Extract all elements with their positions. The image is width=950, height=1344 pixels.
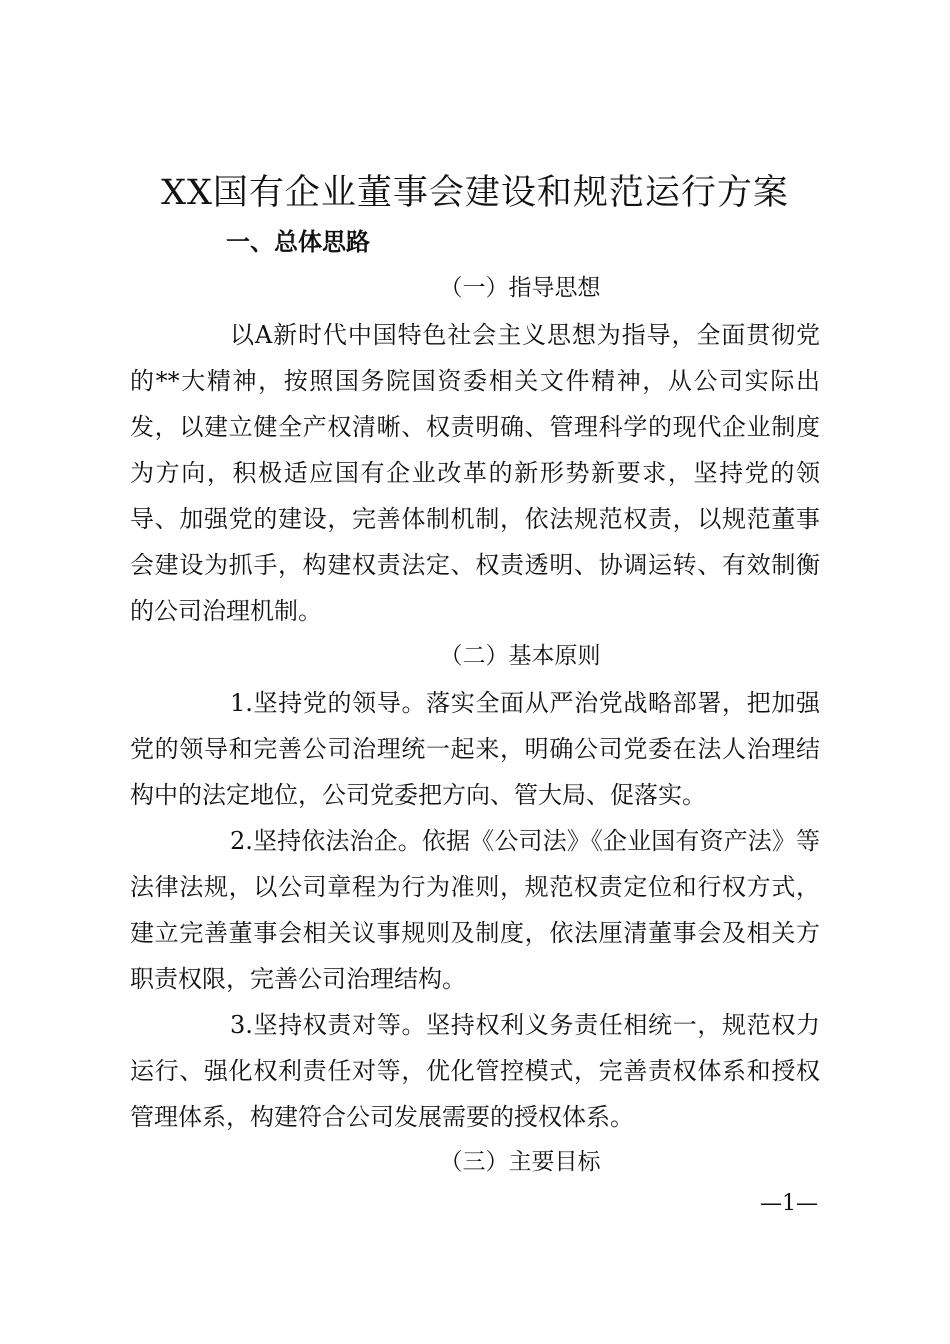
paragraph-guiding-ideology: 以A新时代中国特色社会主义思想为指导，全面贯彻党的**大精神，按照国务院国资委相关文件精神，从公司实际出发，以建立健全产权清晰、权责明确、管理科学的现代企业制度为方向，积极适应国有企业改革的新形势新要求，坚持党的领导、加强党的建设，完善体制机制，依法规范权责，以规范董事会建设为抓手，构建权责法定、权责透明、协调运转、有效制衡的公司治理机制。: [130, 321, 820, 625]
document-title: XX国有企业董事会建设和规范运行方案: [161, 173, 789, 213]
subsection-heading-basic-principles: （二）基本原则: [439, 643, 601, 669]
section-heading-overall-approach: 一、总体思路: [226, 228, 370, 256]
subsection-heading-main-goals: （三）主要目标: [439, 1149, 601, 1175]
page-number: —1—: [760, 1191, 818, 1216]
paragraph-principle-2: 2.坚持依法治企。依据《公司法》《企业国有资产法》等法律法规，以公司章程为行为准则，规范权责定位和行权方式，建立完善董事会相关议事规则及制度，依法厘清董事会及相关方职责权限，完善公司治理结构。: [130, 827, 820, 993]
subsection-heading-guiding-ideology: （一）指导思想: [439, 275, 601, 301]
paragraph-principle-1: 1.坚持党的领导。落实全面从严治党战略部署，把加强党的领导和完善公司治理统一起来，明确公司党委在法人治理结构中的法定地位，公司党委把方向、管大局、促落实。: [130, 689, 820, 809]
paragraph-principle-3: 3.坚持权责对等。坚持权利义务责任相统一，规范权力运行、强化权利责任对等，优化管控模式，完善责权体系和授权管理体系，构建符合公司发展需要的授权体系。: [130, 1011, 820, 1131]
